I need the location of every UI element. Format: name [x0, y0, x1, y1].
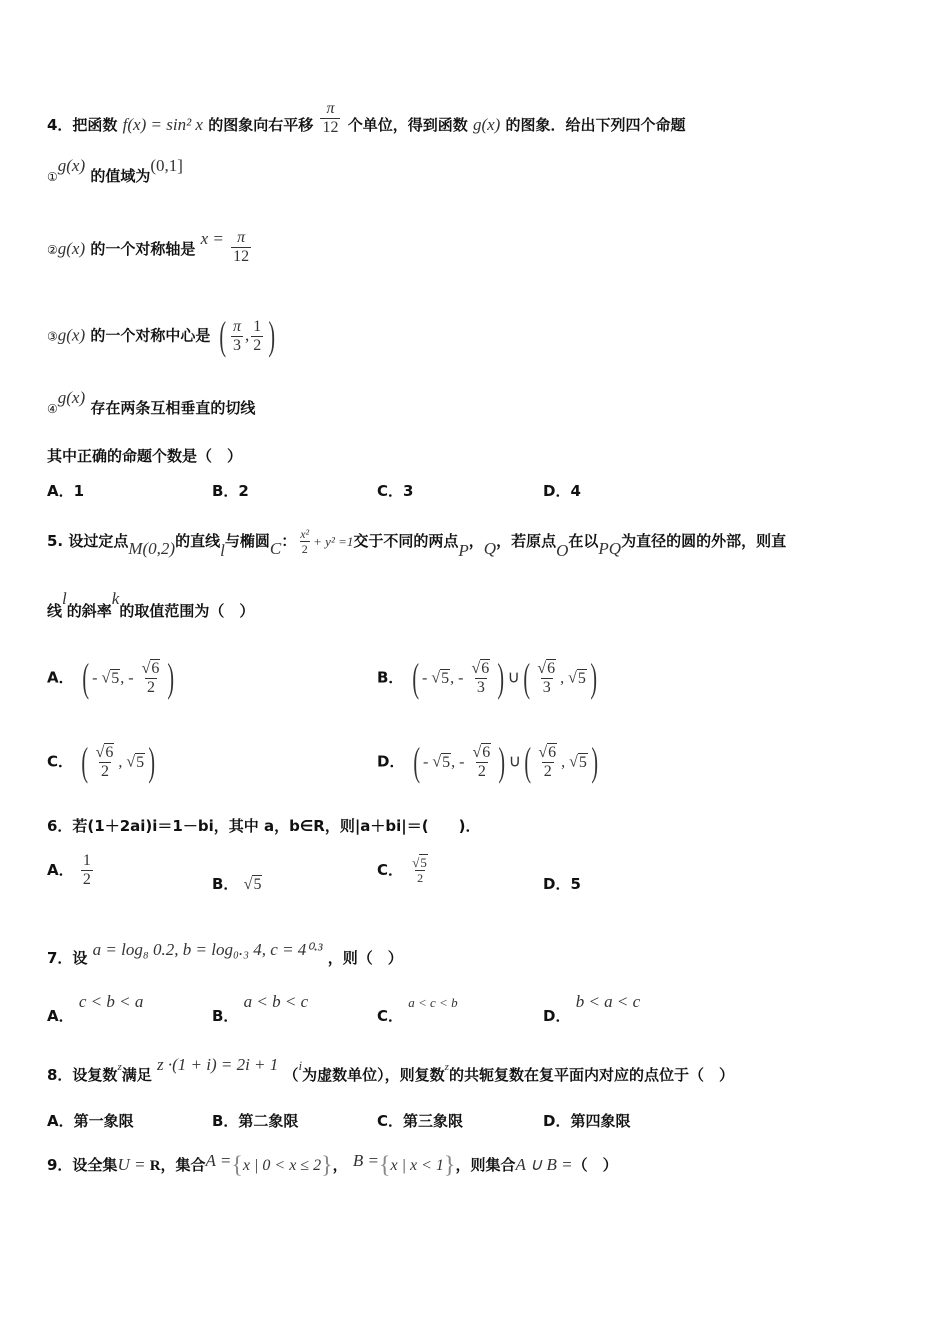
- q4-option-a[interactable]: A．1: [47, 482, 85, 500]
- q6-stem: 6．若(1＋2ai)i＝1－bi，其中 a，b∈R，则|a＋bi|＝( )．: [47, 817, 481, 835]
- q7-option-d[interactable]: D． b < a < c: [543, 992, 641, 1025]
- q4-question: 其中正确的命题个数是（ ）: [47, 447, 243, 465]
- q8-option-d[interactable]: D．第四象限: [543, 1112, 631, 1130]
- q6-option-d[interactable]: D．5: [543, 875, 581, 893]
- q7-option-b[interactable]: B． a < b < c: [212, 992, 309, 1025]
- q8-equation: z ·(1 + i) = 2i + 1: [156, 1055, 279, 1074]
- q5-option-a[interactable]: A． ( - √5, - $\frac{√6}{2}$ ): [47, 655, 175, 700]
- q4-proposition-2: ②g(x) 的一个对称轴是 x = $\frac{\pi}{12}$: [47, 229, 250, 265]
- q7-stem: 7．设 a = log₈ 0.2, b = log₀.₃ 4, c = 4⁰·³ ，则（ ）: [47, 940, 403, 967]
- q5-option-d[interactable]: D． ( - √5, - $\frac{√6}{2}$ ) ∪( $\frac{√6}{2}$ , √5 ): [377, 739, 598, 784]
- q8-option-c[interactable]: C．第三象限: [377, 1112, 464, 1130]
- q8-option-b[interactable]: B．第二象限: [212, 1112, 299, 1130]
- q4-option-d[interactable]: D．4: [543, 482, 581, 500]
- q9-stem: 9．设全集U = R，集合A ={x | 0 < x ≤ 2}， B ={x | x < 1}，则集合A ∪ B =（ ）: [47, 1151, 618, 1179]
- q4-proposition-1: ①g(x) 的值域为(0,1]: [47, 156, 183, 185]
- q5-option-b[interactable]: B． ( - √5, - $\frac{√6}{3}$ ) ∪( $\frac{√6}{3}$ , √5 ): [377, 655, 597, 700]
- q5-stem-line-2: 线l的斜率k的取值范围为（ ）: [47, 589, 255, 620]
- q5-option-c[interactable]: C． ( $\frac{√6}{2}$ , √5 ): [47, 739, 156, 784]
- q4-proposition-4: ④g(x) 存在两条互相垂直的切线: [47, 388, 256, 417]
- q7-option-a[interactable]: A． c < b < a: [47, 992, 144, 1025]
- q7-option-c[interactable]: C． a < c < b: [377, 995, 458, 1025]
- q4-option-c[interactable]: C．3: [377, 482, 414, 500]
- q4-function-f: f(x) = sin² x: [122, 115, 203, 134]
- q5-stem: 5. 设过定点M(0,2)的直线l与椭圆C： $\frac{\text{x²}}{2}$ + y² =1交于不同的两点P，Q，若原点O在以PQ为直径的圆的外部，则直: [47, 527, 787, 560]
- q4-proposition-3: ③g(x) 的一个对称中心是 ( $\frac{\pi}{3}$ , $\frac{1}{2}$ ): [47, 313, 276, 358]
- q4-shift-fraction: $\frac{\pi}{12}$: [322, 100, 339, 136]
- q6-option-a[interactable]: A． $\frac{1}{2}$: [47, 852, 91, 888]
- q8-stem: 8．设复数z满足 z ·(1 + i) = 2i + 1 （i为虚数单位），则复数z的共轭复数在复平面内对应的点位于（ ）: [47, 1055, 734, 1084]
- q7-expression: a = log₈ 0.2, b = log₀.₃ 4, c = 4⁰·³: [92, 940, 323, 959]
- q6-option-b[interactable]: B． √5: [212, 875, 262, 893]
- q4-option-b[interactable]: B．2: [212, 482, 249, 500]
- q6-option-c[interactable]: C． $\frac{√5}{2}$: [377, 855, 427, 885]
- q4-function-g: g(x): [472, 115, 501, 134]
- q8-option-a[interactable]: A．第一象限: [47, 1112, 134, 1130]
- q4-stem: 4．把函数 f(x) = sin² x 的图象向右平移 $\frac{\pi}{12}$ 个单位，得到函数 g(x) 的图象．给出下列四个命题: [47, 100, 686, 136]
